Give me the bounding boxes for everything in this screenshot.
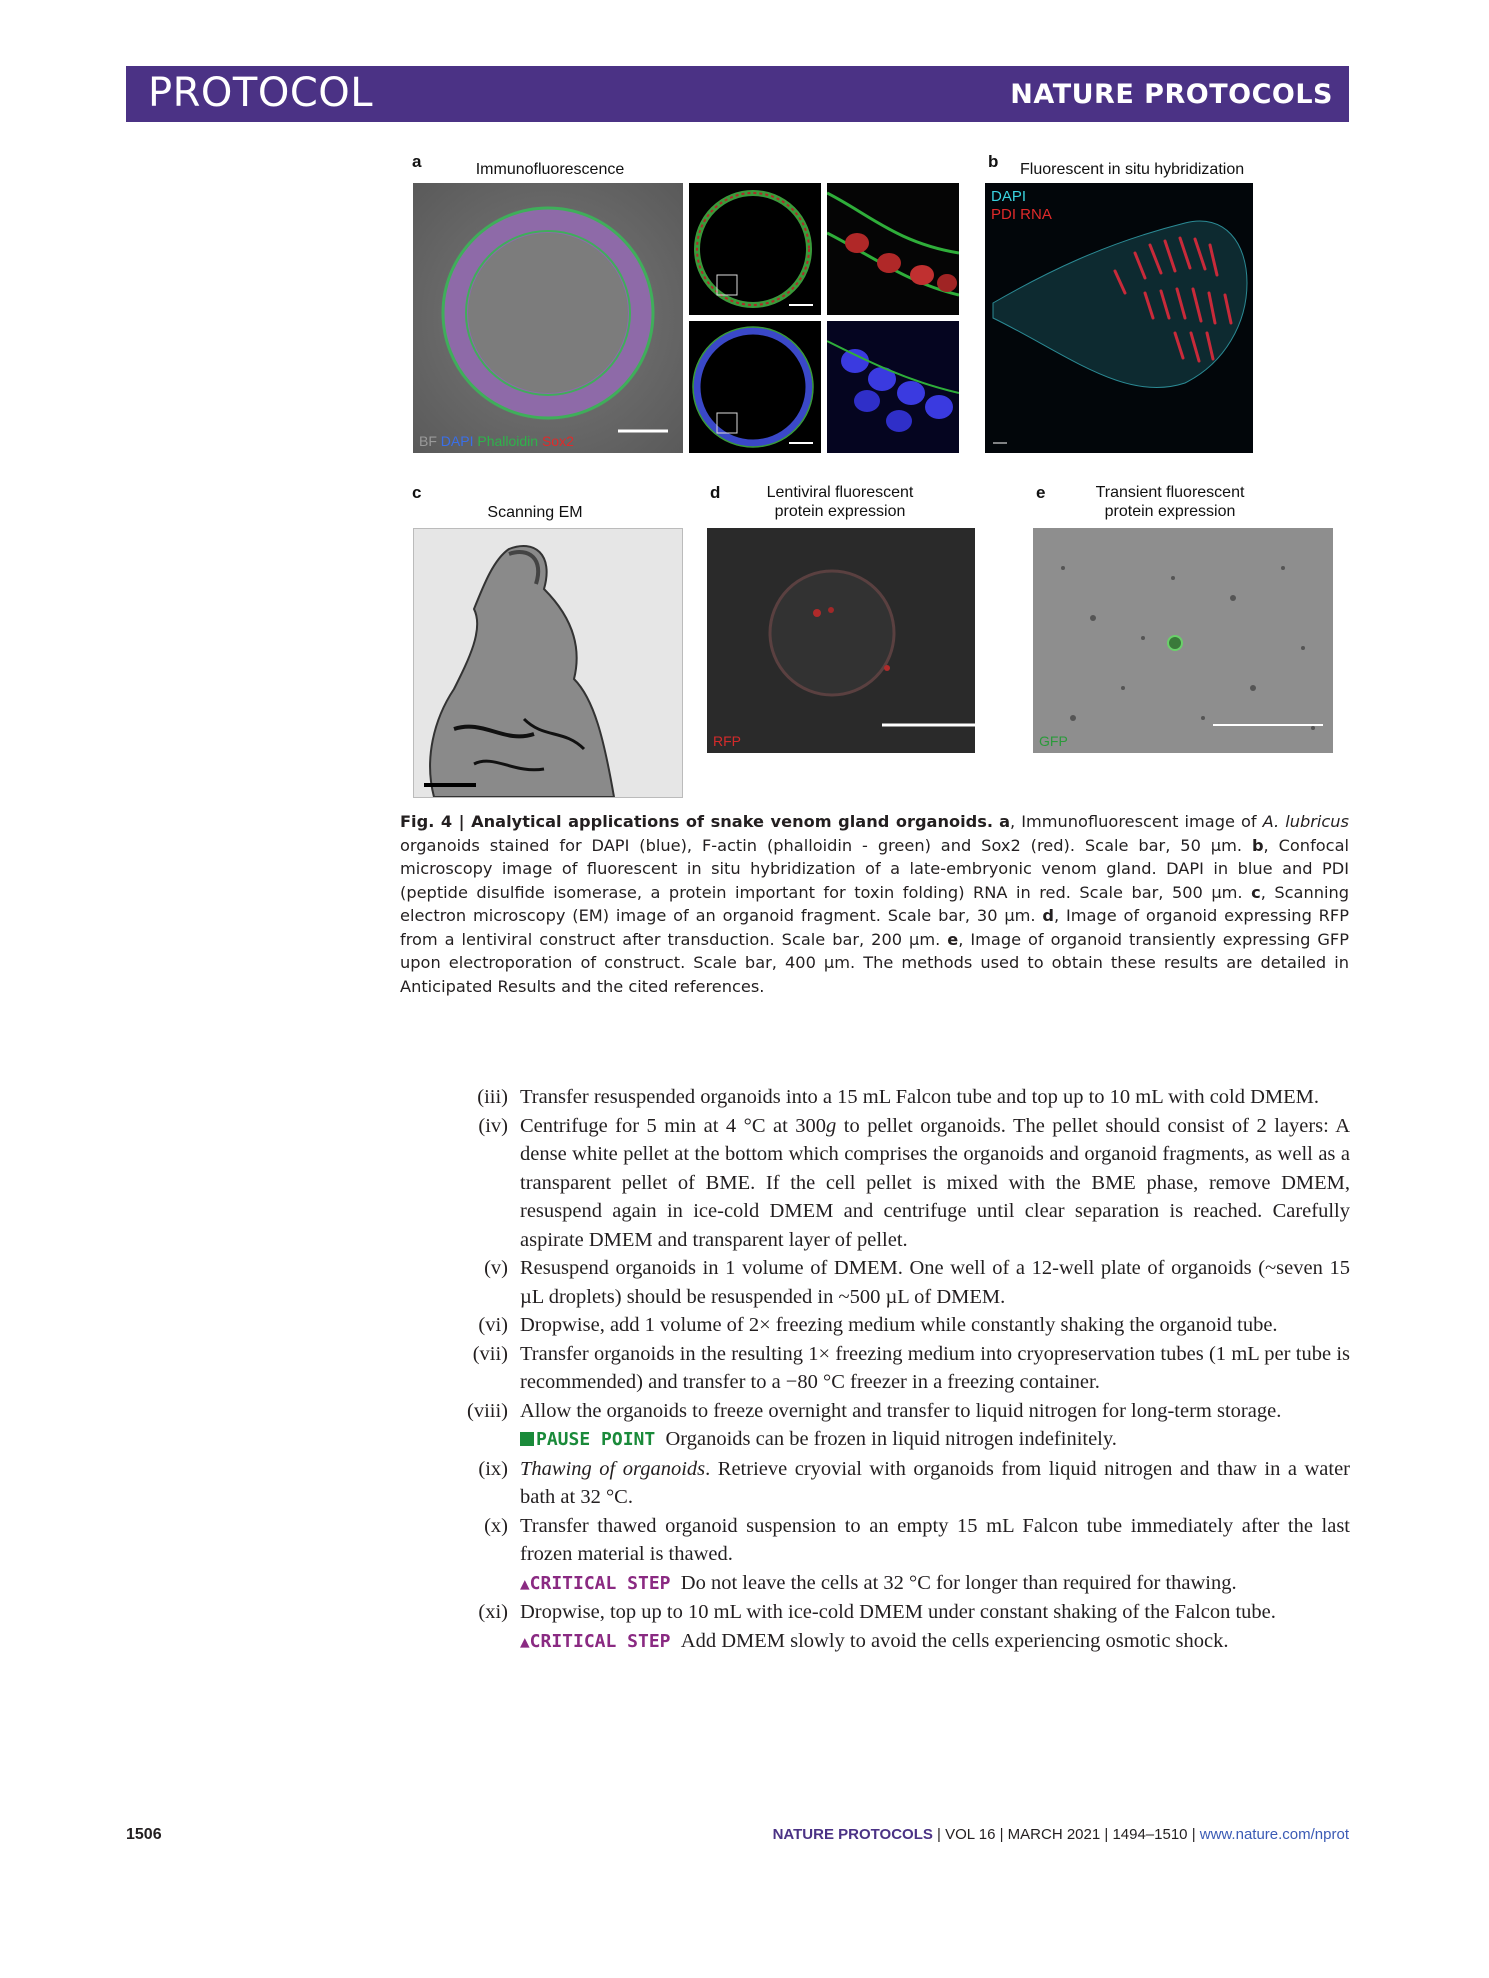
legend-sox2: Sox2 xyxy=(541,433,574,449)
panel-e-letter: e xyxy=(1036,483,1046,502)
panel-e-title-line2: protein expression xyxy=(1104,503,1236,520)
footer-journal: NATURE PROTOCOLS xyxy=(772,1826,933,1843)
footer-citation: NATURE PROTOCOLS | VOL 16 | MARCH 2021 | 1494–1510 | www.nature.com/nprot xyxy=(772,1826,1349,1843)
footer-date: MARCH 2021 xyxy=(1007,1826,1101,1843)
step-number: (x) xyxy=(484,1514,508,1537)
panel-b-letter: b xyxy=(988,152,999,171)
pause-point-label: PAUSE POINT xyxy=(536,1429,656,1450)
panel-d-title-line2: protein expression xyxy=(774,503,906,520)
panel-a-confocal-top xyxy=(689,183,821,315)
step-text: Allow the organoids to freeze overnight and transfer to liquid nitrogen for long-term storage. xyxy=(520,1399,1282,1422)
step-number: (viii) xyxy=(467,1399,508,1422)
panel-c-letter: c xyxy=(412,483,422,502)
section-label: PROTOCOL xyxy=(148,70,374,116)
step-number: (vi) xyxy=(478,1314,508,1336)
panel-b-channel-legend xyxy=(991,188,1052,224)
critical-step-label: CRITICAL STEP xyxy=(529,1630,671,1652)
zoom-cells-red-green xyxy=(827,183,959,315)
gfp-organoid-image xyxy=(1033,528,1333,753)
page-number: 1506 xyxy=(126,1826,162,1843)
panel-d-letter: d xyxy=(710,483,721,502)
step-v xyxy=(450,1254,1350,1311)
footer-url-link[interactable]: www.nature.com/nprot xyxy=(1199,1826,1349,1843)
panel-d-title xyxy=(740,483,940,521)
caption-a-text2: organoids stained for DAPI (blue), F-actin (phalloidin - green) and Sox2 (red). Scale bar, 50 µm. xyxy=(400,835,1252,855)
panel-d-title-line1: Lentiviral fluorescent xyxy=(766,484,914,501)
footer-pages: 1494–1510 xyxy=(1112,1826,1188,1843)
caption-b-text: , Confocal microscopy image of fluorescent in situ hybridization of a late-embryonic venom gland. DAPI in blue and PDI (peptide disulfide isomerase, a protein important for toxin folding) RNA in red. Scale bar, 500 µm. xyxy=(400,835,1349,902)
organoid-immunofluorescence-image xyxy=(413,183,683,453)
confocal-ring-blue-green xyxy=(689,321,821,453)
step-text-italic: Thawing of organoids xyxy=(520,1457,706,1480)
footer-volume: VOL 16 xyxy=(945,1826,996,1843)
panel-a-zoom-bottom xyxy=(827,321,959,453)
scanning-em-image xyxy=(414,529,682,797)
critical-step-text: Do not leave the cells at 32 °C for longer than required for thawing. xyxy=(680,1571,1237,1594)
panel-d-image xyxy=(707,528,975,753)
caption-a-letter: a xyxy=(999,812,1011,831)
step-ix xyxy=(450,1455,1350,1512)
step-number: (xi) xyxy=(478,1601,508,1623)
caption-fig-title: Fig. 4 | Analytical applications of snake venom gland organoids. xyxy=(400,812,994,831)
page-header xyxy=(126,66,1349,122)
step-text-post: to pellet organoids. The pellet should consist of 2 layers: A dense white pellet at the bottom which comprises the organoids and organoid fragments, as well as a transparent pellet of BME. If the cell pellet is mixed with the BME phase, remove DMEM, resuspend again in ice-cold DMEM and centrifuge until clear separation is reached. Carefully aspirate DMEM and transparent layer of pellet. xyxy=(520,1114,1350,1251)
rfp-organoid-image xyxy=(707,528,975,753)
step-text: Resuspend organoids in 1 volume of DMEM. One well of a 12-well plate of organoids (~seven 15 µL droplets) should be resuspended in ~500 µL of DMEM. xyxy=(520,1257,1350,1308)
step-number: (v) xyxy=(484,1257,508,1279)
step-text-pre: Centrifuge for 5 min at 4 °C at 300 xyxy=(520,1114,827,1137)
caption-a-species: A. lubricus xyxy=(1262,812,1349,831)
legend-bf: BF xyxy=(419,433,437,449)
legend-dapi: DAPI xyxy=(440,433,474,449)
panel-a-title: Immunofluorescence xyxy=(475,161,625,178)
panel-c-image xyxy=(413,528,683,798)
step-iii xyxy=(450,1083,1350,1112)
step-text-italic: g xyxy=(826,1114,837,1137)
confocal-ring-red-green xyxy=(689,183,821,315)
pause-point-note xyxy=(450,1425,1350,1455)
warning-triangle-icon: ▲ xyxy=(520,1631,530,1651)
caption-c-text: , Scanning electron microscopy (EM) image of an organoid fragment. Scale bar, 30 µm. xyxy=(400,882,1349,925)
warning-triangle-icon: ▲ xyxy=(520,1573,530,1593)
step-number: (iii) xyxy=(477,1086,508,1108)
critical-step-label: CRITICAL STEP xyxy=(529,1572,671,1594)
caption-e-letter: e xyxy=(947,929,959,949)
step-number: (vii) xyxy=(472,1342,508,1365)
panel-a-letter: a xyxy=(412,152,422,171)
critical-step-note-1 xyxy=(450,1569,1350,1599)
caption-a-text1: , Immunofluorescent image of xyxy=(1010,812,1263,831)
panel-a-main-image xyxy=(413,183,683,453)
panel-a-zoom-top xyxy=(827,183,959,315)
legend-pdi-rna: PDI RNA xyxy=(991,206,1052,223)
panel-d-rfp-label: RFP xyxy=(713,733,741,749)
panel-c-title: Scanning EM xyxy=(487,504,583,521)
step-text: Dropwise, top up to 10 mL with ice-cold DMEM under constant shaking of the Falcon tube. xyxy=(520,1601,1276,1623)
caption-d-text: , Image of organoid expressing RFP from a lentiviral construct after transduction. Scale bar, 200 µm. xyxy=(400,906,1349,949)
legend-dapi-b: DAPI xyxy=(991,188,1027,205)
step-text: Transfer thawed organoid suspension to an empty 15 mL Falcon tube immediately after the last frozen material is thawed. xyxy=(520,1514,1350,1565)
step-text: Transfer organoids in the resulting 1× freezing medium into cryopreservation tubes (1 mL per tube is recommended) and transfer to a −80 °C freezer in a freezing container. xyxy=(520,1342,1350,1393)
step-text-post: . Retrieve cryovial with organoids from liquid nitrogen and thaw in a water bath at 32 °C. xyxy=(520,1457,1350,1508)
step-text: Transfer resuspended organoids into a 15 mL Falcon tube and top up to 10 mL with cold DMEM. xyxy=(520,1086,1320,1108)
caption-c-letter: c xyxy=(1251,882,1261,902)
figure-4 xyxy=(410,150,1345,800)
step-viii xyxy=(450,1397,1350,1426)
panel-e-title-line1: Transient fluorescent xyxy=(1095,484,1245,501)
step-number: (ix) xyxy=(478,1457,508,1480)
step-xi xyxy=(450,1598,1350,1627)
panel-e-gfp-label: GFP xyxy=(1039,733,1068,749)
procedure-steps xyxy=(450,1083,1350,1656)
figure-caption xyxy=(400,810,1349,998)
panel-e-title xyxy=(1070,483,1270,521)
journal-name: NATURE PROTOCOLS xyxy=(1010,79,1333,110)
critical-step-text: Add DMEM slowly to avoid the cells experiencing osmotic shock. xyxy=(680,1629,1229,1652)
panel-a-channel-legend xyxy=(419,433,574,449)
step-vi xyxy=(450,1311,1350,1340)
panel-a-confocal-bottom xyxy=(689,321,821,453)
step-vii xyxy=(450,1340,1350,1397)
caption-d-letter: d xyxy=(1042,906,1054,925)
caption-e-text: , Image of organoid transiently expressing GFP upon electroporation of construct. Scale bar, 400 µm. The methods used to obtain these results are detailed in Anticipated Results and the cited references. xyxy=(400,929,1350,996)
step-text: Dropwise, add 1 volume of 2× freezing medium while constantly shaking the organoid tube. xyxy=(520,1314,1278,1336)
step-x xyxy=(450,1512,1350,1569)
legend-phalloidin: Phalloidin xyxy=(477,433,539,449)
zoom-cells-blue-green xyxy=(827,321,959,453)
step-number: (iv) xyxy=(478,1114,508,1137)
panel-e-image xyxy=(1033,528,1333,753)
step-iv xyxy=(450,1112,1350,1255)
caption-b-letter: b xyxy=(1251,835,1264,855)
critical-step-note-2 xyxy=(450,1627,1350,1657)
pause-point-text: Organoids can be frozen in liquid nitrogen indefinitely. xyxy=(665,1428,1117,1450)
panel-b-image xyxy=(985,183,1253,453)
panel-b-title: Fluorescent in situ hybridization xyxy=(1020,161,1245,178)
pause-square-icon xyxy=(520,1432,534,1446)
